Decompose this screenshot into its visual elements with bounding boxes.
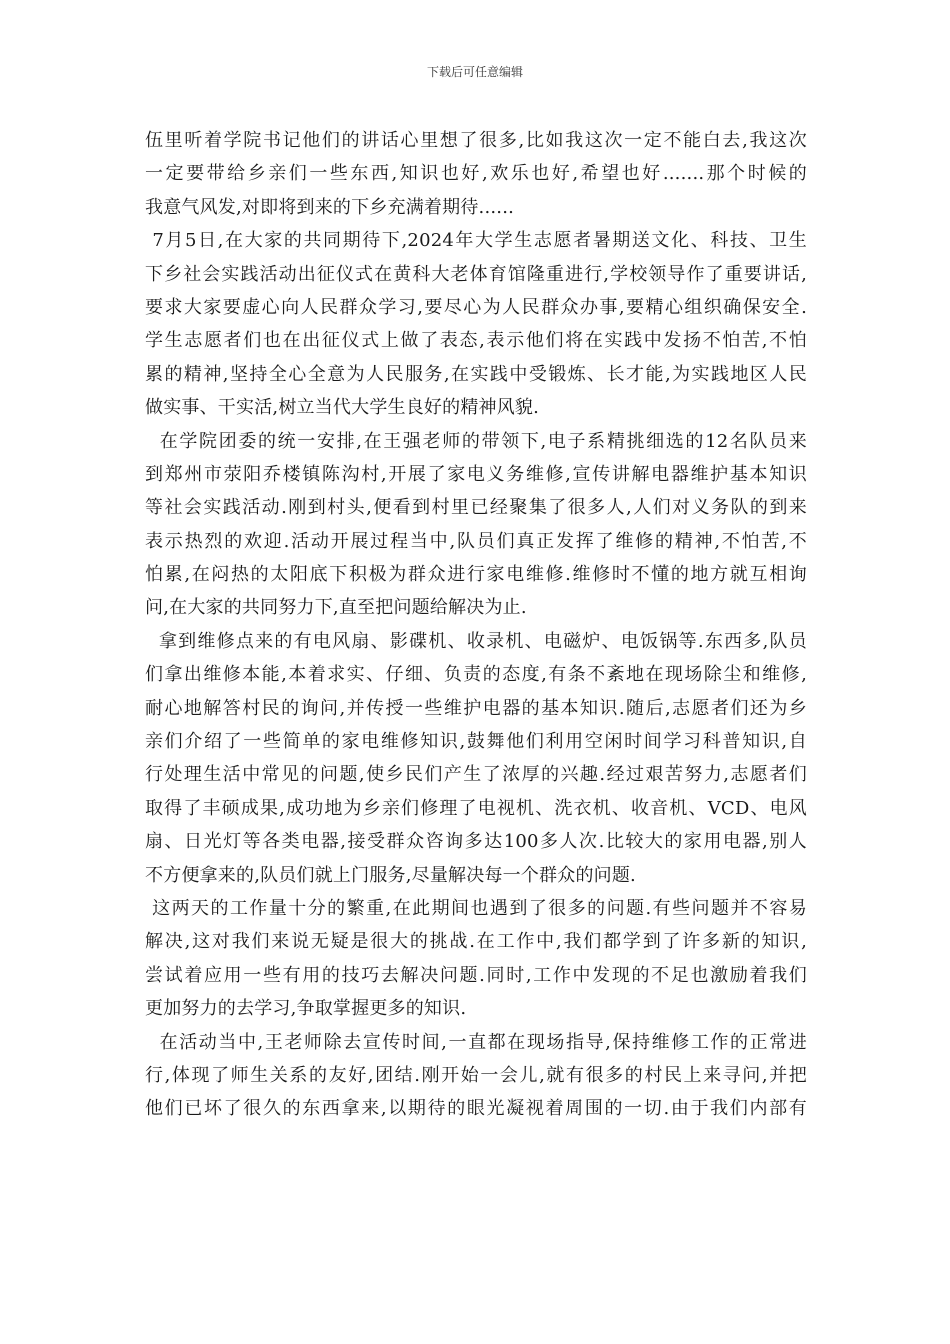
text-line: 耐心地解答村民的询问,并传授一些维护电器的基本知识.随后,志愿者们还为乡 bbox=[145, 697, 807, 719]
document-body bbox=[145, 124, 807, 1126]
text-line: 在学院团委的统一安排,在王强老师的带领下,电子系精挑细选的12名队员来 bbox=[145, 430, 807, 452]
text-line: 行处理生活中常见的问题,使乡民们产生了浓厚的兴趣.经过艰苦努力,志愿者们 bbox=[145, 764, 807, 786]
paragraph bbox=[145, 1026, 807, 1126]
text-line: 更加努力的去学习,争取掌握更多的知识. bbox=[145, 998, 467, 1020]
text-line: 这两天的工作量十分的繁重,在此期间也遇到了很多的问题.有些问题并不容易 bbox=[145, 897, 807, 919]
text-line: 学生志愿者们也在出征仪式上做了表态,表示他们将在实践中发扬不怕苦,不怕 bbox=[145, 330, 807, 352]
text-line: 下乡社会实践活动出征仪式在黄科大老体育馆隆重进行,学校领导作了重要讲话, bbox=[145, 263, 807, 285]
text-line: 表示热烈的欢迎.活动开展过程当中,队员们真正发挥了维修的精神,不怕苦,不 bbox=[145, 530, 807, 552]
paragraph bbox=[145, 224, 807, 424]
text-line: 要求大家要虚心向人民群众学习,要尽心为人民群众办事,要精心组织确保安全. bbox=[145, 296, 807, 318]
text-line: 取得了丰硕成果,成功地为乡亲们修理了电视机、洗衣机、收音机、VCD、电风 bbox=[145, 797, 807, 819]
text-line: 到郑州市荥阳乔楼镇陈沟村,开展了家电义务维修,宣传讲解电器维护基本知识 bbox=[145, 463, 807, 485]
text-line: 不方便拿来的,队员们就上门服务,尽量解决每一个群众的问题. bbox=[145, 864, 636, 886]
text-line: 们拿出维修本能,本着求实、仔细、负责的态度,有条不紊地在现场除尘和维修, bbox=[145, 664, 807, 686]
text-line: 拿到维修点来的有电风扇、影碟机、收录机、电磁炉、电饭锅等.东西多,队员 bbox=[145, 630, 807, 652]
text-line: 我意气风发,对即将到来的下乡充满着期待...... bbox=[145, 196, 515, 218]
text-line: 做实事、干实活,树立当代大学生良好的精神风貌. bbox=[145, 397, 540, 419]
text-line: 在活动当中,王老师除去宣传时间,一直都在现场指导,保持维修工作的正常进 bbox=[145, 1031, 807, 1053]
text-line: 一定要带给乡亲们一些东西,知识也好,欢乐也好,希望也好.......那个时候的 bbox=[145, 163, 807, 185]
paragraph bbox=[145, 892, 807, 1026]
text-line: 问,在大家的共同努力下,直至把问题给解决为止. bbox=[145, 597, 527, 619]
text-line: 尝试着应用一些有用的技巧去解决问题.同时,工作中发现的不足也激励着我们 bbox=[145, 964, 807, 986]
text-line: 解决,这对我们来说无疑是很大的挑战.在工作中,我们都学到了许多新的知识, bbox=[145, 931, 807, 953]
text-line: 他们已坏了很久的东西拿来,以期待的眼光凝视着周围的一切.由于我们内部有 bbox=[145, 1098, 807, 1120]
text-line: 累的精神,坚持全心全意为人民服务,在实践中受锻炼、长才能,为实践地区人民 bbox=[145, 363, 807, 385]
text-line: 伍里听着学院书记他们的讲话心里想了很多,比如我这次一定不能白去,我这次 bbox=[145, 130, 807, 151]
text-line: 亲们介绍了一些简单的家电维修知识,鼓舞他们利用空闲时间学习科普知识,自 bbox=[145, 731, 807, 753]
text-line: 等社会实践活动.刚到村头,便看到村里已经聚集了很多人,人们对义务队的到来 bbox=[145, 497, 807, 519]
text-line: 扇、日光灯等各类电器,接受群众咨询多达100多人次.比较大的家用电器,别人 bbox=[145, 831, 807, 853]
page-header: 下载后可任意编辑 bbox=[426, 65, 523, 79]
paragraph bbox=[145, 625, 807, 892]
paragraph bbox=[145, 425, 807, 625]
text-line: 怕累,在闷热的太阳底下积极为群众进行家电维修.维修时不懂的地方就互相询 bbox=[145, 564, 807, 586]
text-line: 行,体现了师生关系的友好,团结.刚开始一会儿,就有很多的村民上来寻问,并把 bbox=[145, 1064, 807, 1086]
text-line: 7月5日,在大家的共同期待下,2024年大学生志愿者暑期送文化、科技、卫生 bbox=[145, 230, 807, 252]
paragraph bbox=[145, 124, 807, 224]
